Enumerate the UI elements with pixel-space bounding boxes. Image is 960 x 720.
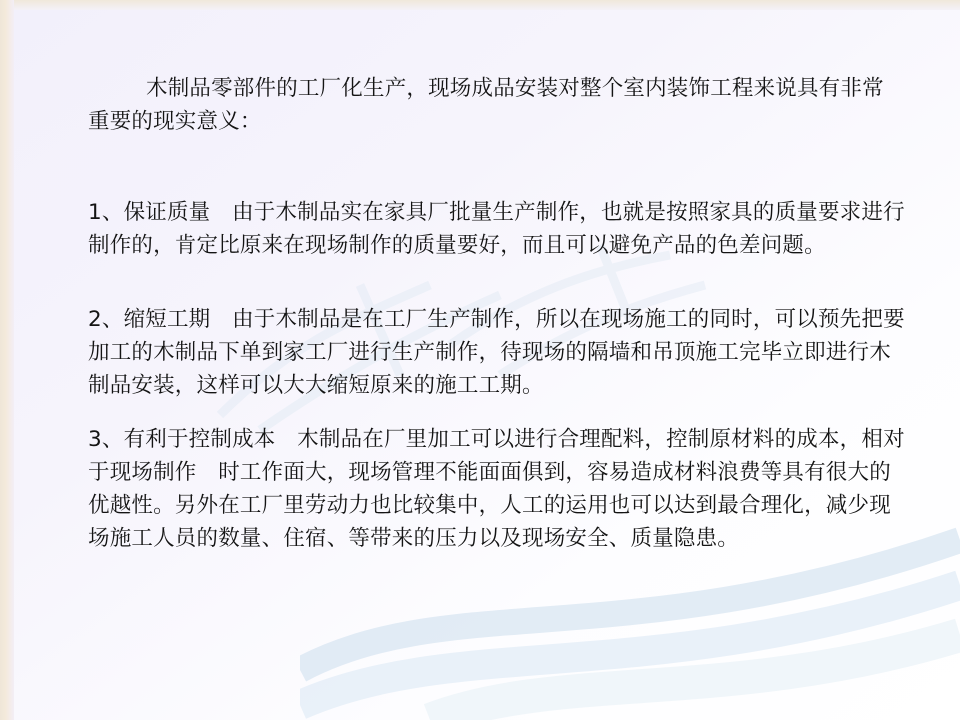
body-paragraph-2: 2、缩短工期 由于木制品是在工厂生产制作，所以在现场施工的同时，可以预先把要加工的木制品下单到家工厂进行生产制作，待现场的隔墙和吊顶施工完毕立即进行木制品安装，这样可以大大缩短原来的施工工期。 [88,307,905,398]
body-paragraph-1: 1、保证质量 由于木制品实在家具厂批量生产制作，也就是按照家具的质量要求进行制作的，肯定比原来在现场制作的质量要好，而且可以避免产品的色差问题。 [88,200,905,258]
intro-paragraph: 木制品零部件的工厂化生产，现场成品安装对整个室内装饰工程来说具有非常重要的现实意义： [88,76,884,134]
body-paragraph-3: 3、有利于控制成本 木制品在厂里加工可以进行合理配料，控制原材料的成本，相对于现场制作 时工作面大，现场管理不能面面俱到，容易造成材料浪费等具有很大的优越性。另外在工厂里劳动力也比较集中，人工的运用也可以达到最合理化，减少现场施工人员的数量、住宿、等带来的压力以及现场安全、质量隐患。 [88,427,905,551]
